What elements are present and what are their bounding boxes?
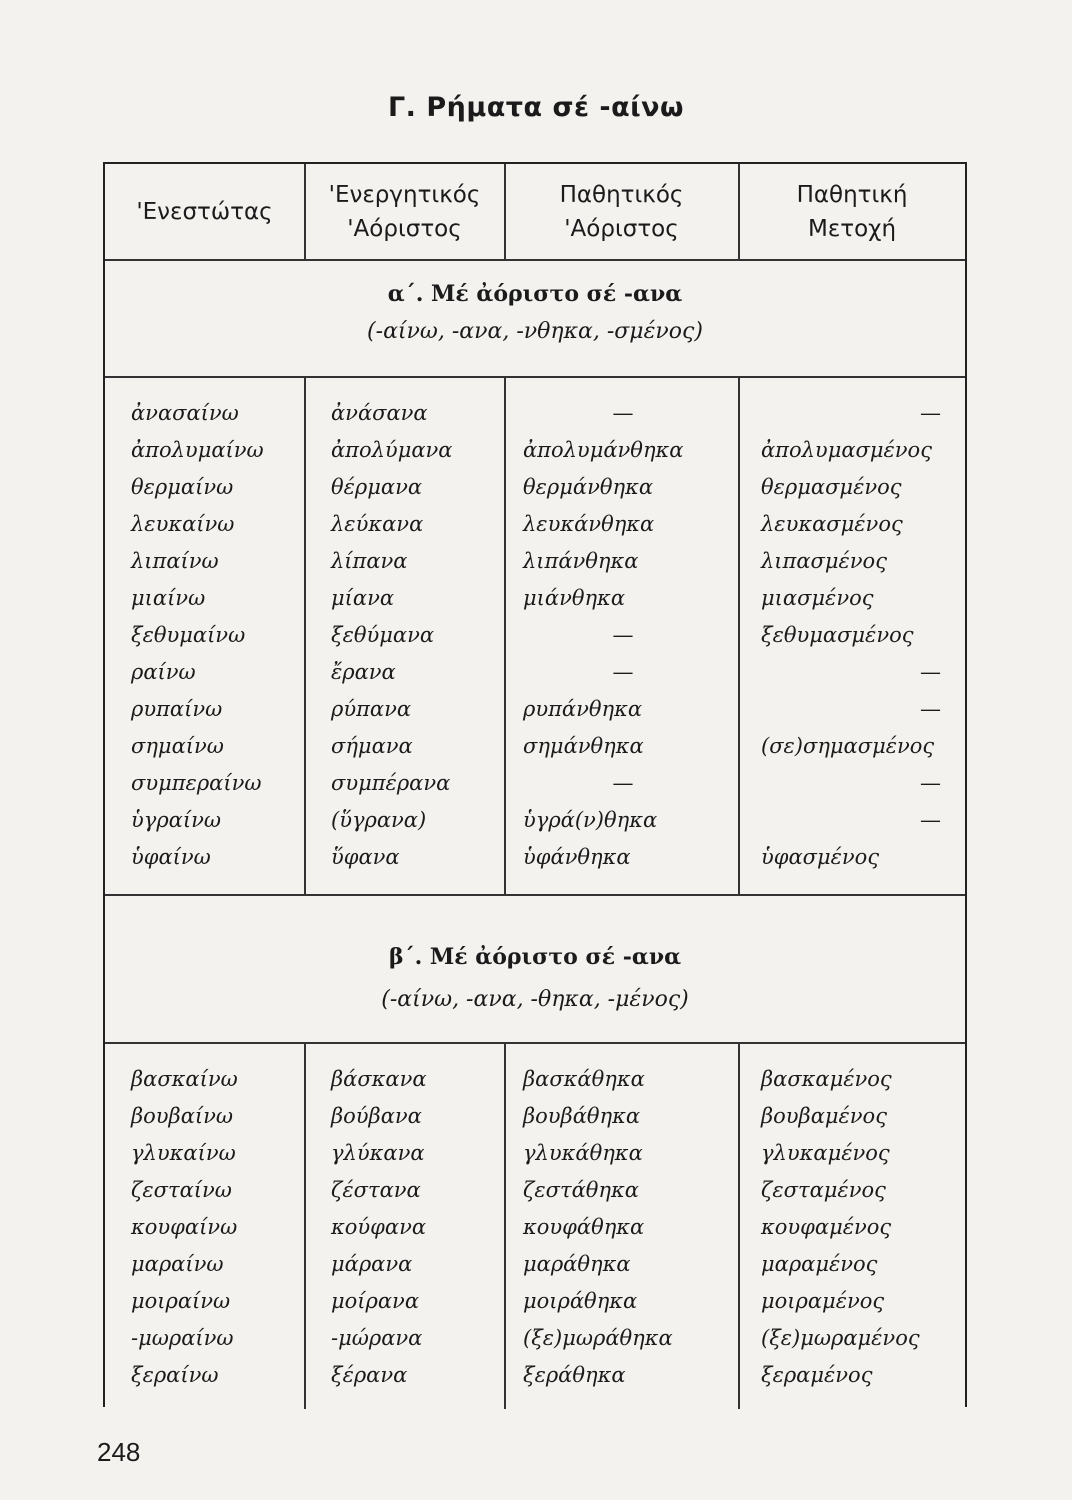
- section-b-col-passive-aorist: [523, 1061, 673, 1394]
- list-item: ὕφανα: [331, 845, 400, 869]
- list-item: ξεραίνω: [131, 1363, 219, 1387]
- list-item: (σε)σημασμένος: [761, 734, 935, 758]
- page-title: Γ. Ρήματα σέ -αίνω: [387, 92, 685, 123]
- list-item: γλυκαμένος: [761, 1141, 890, 1165]
- list-item: ξεραμένος: [761, 1363, 873, 1387]
- list-item: —: [920, 401, 941, 425]
- list-item: —: [612, 771, 634, 795]
- list-item: γλυκαίνω: [131, 1141, 236, 1165]
- list-item: μοίρανα: [331, 1289, 419, 1313]
- list-item: —: [920, 660, 941, 684]
- list-item: ζεστάθηκα: [523, 1178, 639, 1202]
- list-item: σημάνθηκα: [523, 734, 644, 758]
- list-item: λιπαίνω: [131, 549, 219, 573]
- list-item: ξεράθηκα: [523, 1363, 626, 1387]
- list-item: συμπεραίνω: [131, 771, 262, 795]
- list-item: θερμάνθηκα: [523, 475, 654, 499]
- list-item: κουφάθηκα: [523, 1215, 645, 1239]
- list-item: συμπέρανα: [331, 771, 451, 795]
- list-item: σημαίνω: [131, 734, 224, 758]
- page-number: 248: [97, 1437, 141, 1467]
- list-item: ρυπάνθηκα: [523, 697, 643, 721]
- list-item: ρύπανα: [331, 697, 412, 721]
- list-item: βουβαμένος: [761, 1104, 887, 1128]
- list-item: βασκαμένος: [761, 1067, 892, 1091]
- list-item: βασκαίνω: [131, 1067, 238, 1091]
- list-item: ξεθυμαίνω: [131, 623, 246, 647]
- section-a-col-active-aorist: [331, 395, 452, 876]
- header-present-label: 'Ενεστώτας: [136, 199, 273, 225]
- list-item: μοιραίνω: [131, 1289, 231, 1313]
- header-present: [105, 164, 304, 260]
- list-item: ξεθύμανα: [331, 623, 435, 647]
- list-item: μιάνθηκα: [523, 586, 626, 610]
- list-item: λευκάνθηκα: [523, 512, 655, 536]
- list-item: θερμαίνω: [131, 475, 234, 499]
- list-item: βουβαίνω: [131, 1104, 233, 1128]
- list-item: μιαίνω: [131, 586, 206, 610]
- header-active-aorist: [305, 164, 504, 260]
- list-item: ἀπολυμασμένος: [761, 438, 932, 462]
- list-item: θερμασμένος: [761, 475, 902, 499]
- list-item: —: [920, 697, 941, 721]
- list-item: μοιράθηκα: [523, 1289, 638, 1313]
- list-item: ἀπολύμανα: [331, 438, 453, 462]
- list-item: ἀνάσανα: [331, 401, 428, 425]
- list-item: κουφαίνω: [131, 1215, 238, 1239]
- header-passive-aorist-line2: 'Αόριστος: [564, 216, 679, 242]
- header-active-aorist-line1: 'Ενεργητικός: [328, 182, 481, 208]
- list-item: μοιραμένος: [761, 1289, 885, 1313]
- list-item: (ὕγρανα): [331, 808, 427, 832]
- list-item: μαραμένος: [761, 1252, 878, 1276]
- list-item: —: [612, 401, 634, 425]
- list-item: βασκάθηκα: [523, 1067, 645, 1091]
- header-active-aorist-line2: 'Αόριστος: [347, 216, 462, 242]
- list-item: βουβάθηκα: [523, 1104, 641, 1128]
- list-item: (ξε)μωραμένος: [761, 1326, 920, 1350]
- list-item: βούβανα: [331, 1104, 422, 1128]
- list-item: γλύκανα: [331, 1141, 425, 1165]
- list-item: ἀνασαίνω: [131, 401, 239, 425]
- list-item: —: [612, 660, 634, 684]
- list-item: ἀπολυμάνθηκα: [523, 438, 684, 462]
- list-item: ζεσταίνω: [131, 1178, 232, 1202]
- list-item: λευκαίνω: [131, 512, 235, 536]
- header-passive-participle-line2: Μετοχή: [807, 216, 897, 242]
- section-b-col-present: [131, 1061, 238, 1394]
- section-a-title: α΄. Μέ ἀόριστο σέ -ανα: [387, 281, 683, 307]
- list-item: μιασμένος: [761, 586, 874, 610]
- verb-table: [103, 162, 967, 1407]
- list-item: (ξε)μωράθηκα: [523, 1326, 673, 1350]
- list-item: ὑγρά(ν)θηκα: [523, 808, 658, 832]
- list-item: μίανα: [331, 586, 395, 610]
- list-item: ἀπολυμαίνω: [131, 438, 264, 462]
- list-item: μάρανα: [331, 1252, 413, 1276]
- list-item: ὑγραίνω: [131, 808, 221, 832]
- list-item: ἔρανα: [331, 660, 396, 684]
- list-item: ζεσταμένος: [761, 1178, 886, 1202]
- list-item: —: [920, 808, 941, 832]
- header-passive-participle-line1: Παθητική: [796, 182, 908, 208]
- list-item: ραίνω: [131, 660, 196, 684]
- list-item: ξεθυμασμένος: [761, 623, 914, 647]
- list-item: μαράθηκα: [523, 1252, 631, 1276]
- section-b-title: β΄. Μέ ἀόριστο σέ -ανα: [388, 944, 682, 970]
- list-item: θέρμανα: [331, 475, 423, 499]
- list-item: ρυπαίνω: [131, 697, 223, 721]
- section-b-col-active-aorist: [331, 1061, 427, 1394]
- list-item: ὑφασμένος: [761, 845, 880, 869]
- header-passive-aorist: [505, 164, 738, 260]
- list-item: ζέστανα: [331, 1178, 421, 1202]
- section-b-subtitle: (-αίνω, -ανα, -θηκα, -μένος): [381, 987, 689, 1012]
- header-passive-aorist-line1: Παθητικός: [559, 182, 684, 208]
- list-item: λίπανα: [331, 549, 408, 573]
- list-item: λιπάνθηκα: [523, 549, 639, 573]
- list-item: —: [920, 771, 941, 795]
- section-a-col-passive-participle: [761, 395, 951, 876]
- list-item: ὑφάνθηκα: [523, 845, 631, 869]
- list-item: λιπασμένος: [761, 549, 887, 573]
- list-item: λευκασμένος: [761, 512, 903, 536]
- list-item: -μώρανα: [331, 1326, 423, 1350]
- list-item: γλυκάθηκα: [523, 1141, 643, 1165]
- list-item: ξέρανα: [331, 1363, 408, 1387]
- list-item: κουφαμένος: [761, 1215, 892, 1239]
- list-item: -μωραίνω: [131, 1326, 234, 1350]
- list-item: ὑφαίνω: [131, 845, 211, 869]
- section-a-subtitle: (-αίνω, -ανα, -νθηκα, -σμένος): [367, 319, 703, 344]
- list-item: λεύκανα: [331, 512, 424, 536]
- list-item: —: [612, 623, 634, 647]
- section-a-col-passive-aorist: [523, 395, 723, 876]
- list-item: μαραίνω: [131, 1252, 224, 1276]
- section-a-col-present: [131, 395, 264, 876]
- list-item: κούφανα: [331, 1215, 427, 1239]
- header-passive-participle: [739, 164, 965, 260]
- list-item: βάσκανα: [331, 1067, 427, 1091]
- list-item: σήμανα: [331, 734, 413, 758]
- section-b-col-passive-participle: [761, 1061, 920, 1394]
